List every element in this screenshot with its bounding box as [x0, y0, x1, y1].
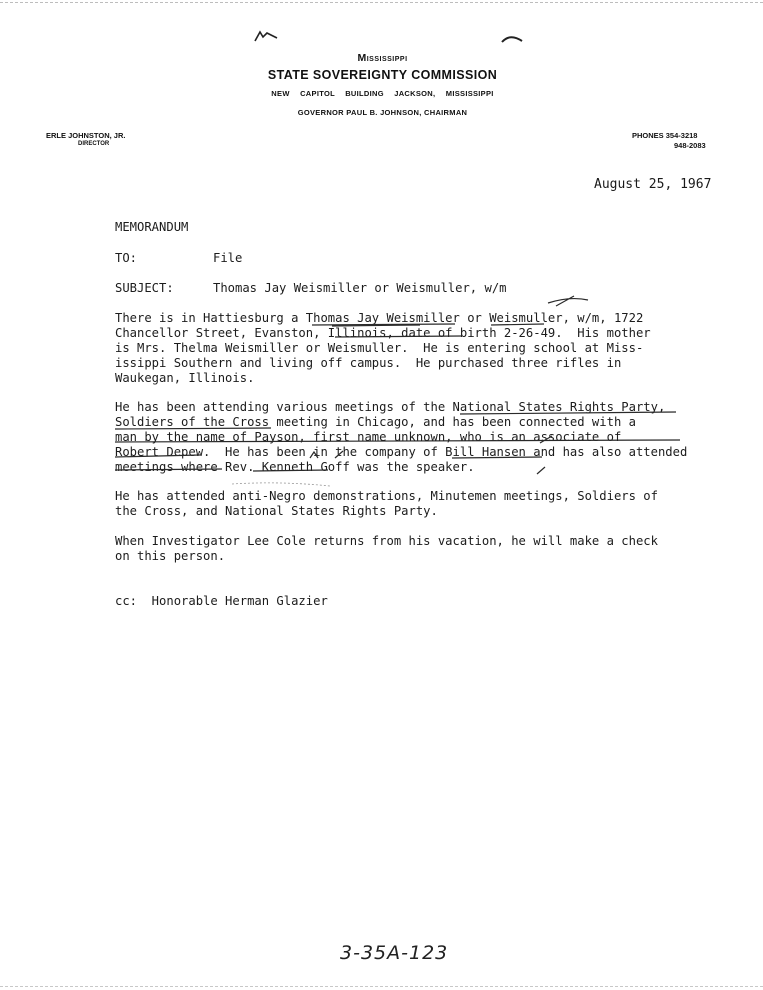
- bottom-edge-divider: [0, 986, 763, 987]
- paragraph-activities: He has attended anti-Negro demonstrations, Minutemen meetings, Soldiers of the Cross, and National States Rights Party.: [115, 489, 658, 518]
- paragraph-associations: He has been attending various meetings of the National States Rights Party, Soldiers of the Cross meeting in Chicago, and has been connected with a man by the name of Payson, first name unknown, who is an associate of Robert Depew. He has been in the company of Bill Hansen and has also attended meetings where Rev. Kenneth Goff was the speaker.: [115, 400, 688, 474]
- phone-line-2: 948-2083: [674, 141, 706, 150]
- paragraph-followup: When Investigator Lee Cole returns from his vacation, he will make a check on this person.: [115, 534, 658, 563]
- letterhead-address: NEW CAPITOL BUILDING JACKSON, MISSISSIPPI: [271, 89, 494, 98]
- letterhead-governor: GOVERNOR PAUL B. JOHNSON, CHAIRMAN: [297, 108, 468, 117]
- letterhead-state: Mississippi: [357, 52, 408, 64]
- paragraph-identity: There is in Hattiesburg a Thomas Jay Weismiller or Weismuller, w/m, 1722 Chancellor Street, Evanston, Illinois, date of birth 2-26-49. His mother is Mrs. Thelma Weismiller or Weismuller. He is entering school at Miss- issippi Southern and living off campus. He purchased three rifles in Waukegan, Illinois.: [115, 311, 651, 385]
- director-title: DIRECTOR: [78, 141, 110, 147]
- letterhead-commission: STATE SOVEREIGNTY COMMISSION: [267, 68, 498, 82]
- memo-date: August 25, 1967: [594, 177, 712, 192]
- subject-label: SUBJECT:: [115, 281, 174, 295]
- director-name: ERLE JOHNSTON, JR.: [46, 131, 126, 140]
- memo-heading: MEMORANDUM: [115, 220, 189, 234]
- file-number-handwritten: 3-35A-123: [340, 942, 449, 964]
- to-value: File: [213, 251, 243, 265]
- subject-value: Thomas Jay Weismiller or Weismuller, w/m: [213, 281, 507, 295]
- cc-line: cc: Honorable Herman Glazier: [115, 594, 328, 608]
- phone-line-1: PHONES 354-3218: [632, 131, 698, 140]
- to-label: TO:: [115, 251, 138, 265]
